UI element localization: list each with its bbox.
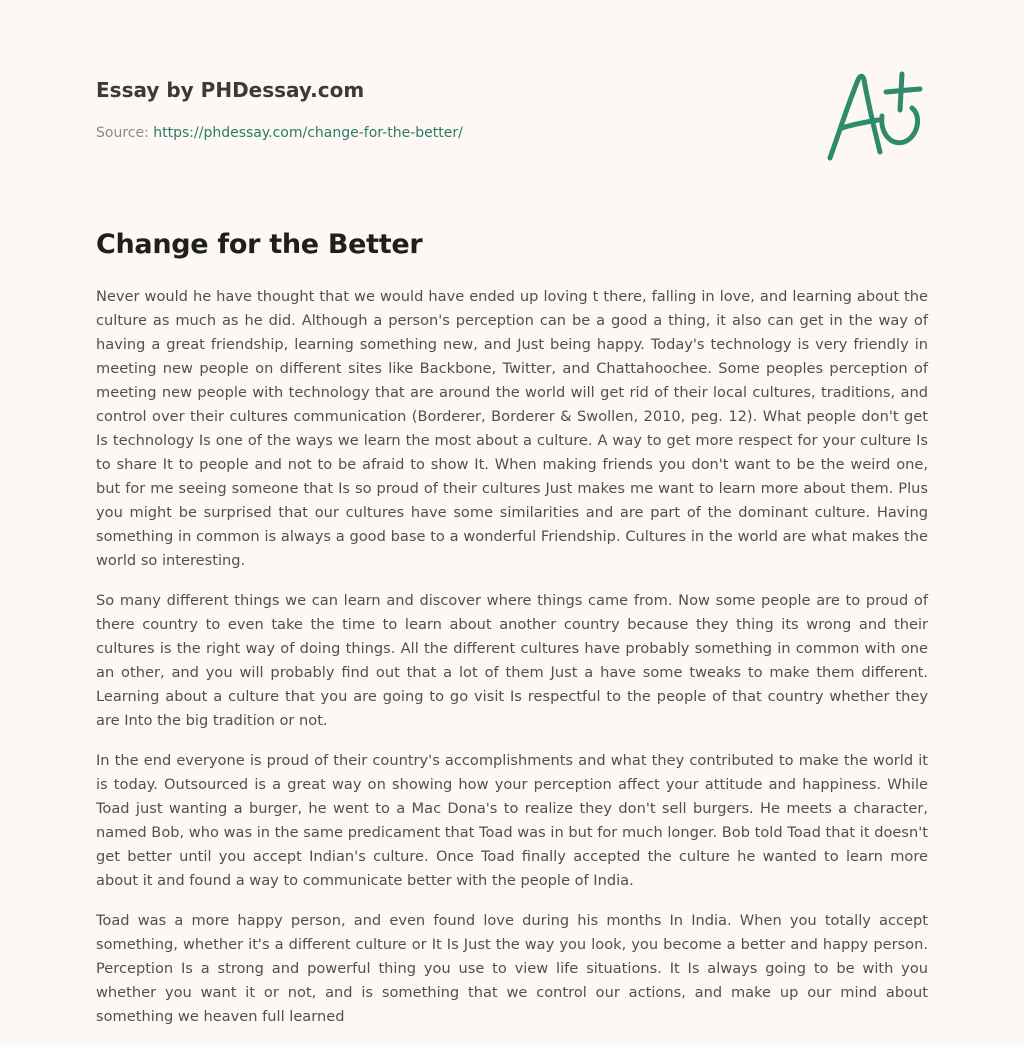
essay-body [96, 285, 928, 1045]
essay-title: Change for the Better [96, 229, 423, 260]
source-link[interactable]: https://phdessay.com/change-for-the-better/ [153, 125, 463, 141]
site-title: Essay by PHDessay.com [96, 78, 365, 102]
page-header [96, 76, 696, 142]
essay-paragraph: So many different things we can learn and discover where things came from. Now some people are to proud of there country to even take the time to learn about another country because they thing its wrong and their cultures is the right way of doing things. All the different cultures have probably something in common with one an other, and you will probably find out that a lot of them Just a have some tweaks to make them different. Learning about a culture that you are going to go visit Is respectful to the people of that country whether they are Into the big tradition or not. [96, 592, 928, 729]
source-line [96, 124, 696, 142]
essay-paragraph: In the end everyone is proud of their country's accomplishments and what they contributed to make the world it is today. Outsourced is a great way on showing how your perception affect your attitude and happiness. While Toad just wanting a burger, he went to a Mac Dona's to realize they don't sell burgers. He meets a character, named Bob, who was in the same predicament that Toad was in but for much longer. Bob told Toad that it doesn't get better until you accept Indian's culture. Once Toad finally accepted the culture he wanted to learn more about it and found a way to communicate better with the people of India. [96, 752, 928, 889]
a-plus-logo-icon [820, 66, 930, 166]
a-plus-logo [820, 66, 930, 166]
essay-paragraph: Toad was a more happy person, and even found love during his months In India. When you totally accept something, whether it's a different culture or It Is Just the way you look, you become a better and happy person. Perception Is a strong and powerful thing you use to view life situations. It Is always going to be with you whether you want it or not, and is something that we control our actions, and make up our mind about something we heaven full learned [96, 912, 928, 1025]
essay-paragraph: Never would he have thought that we would have ended up loving t there, falling in love, and learning about the culture as much as he did. Although a person's perception can be a good a thing, it also can get in the way of having a great friendship, learning something new, and Just being happy. Today's technology is very friendly in meeting new people on different sites like Backbone, Twitter, and Chattahoochee. Some peoples perception of meeting new people with technology that are around the world will get rid of their local cultures, traditions, and control over their cultures communication (Borderer, Borderer & Swollen, 2010, peg. 12). What people don't get Is technology Is one of the ways we learn the most about a culture. A way to get more respect for your culture Is to share It to people and not to be afraid to show It. When making friends you don't want to be the weird one, but for me seeing someone that Is so proud of their cultures Just makes me want to learn more about them. Plus you might be surprised that our cultures have some similarities and are part of the dominant culture. Having something in common is always a good base to a wonderful Friendship. Cultures in the world are what makes the world so interesting. [96, 288, 928, 569]
source-label: Source: [96, 125, 149, 141]
